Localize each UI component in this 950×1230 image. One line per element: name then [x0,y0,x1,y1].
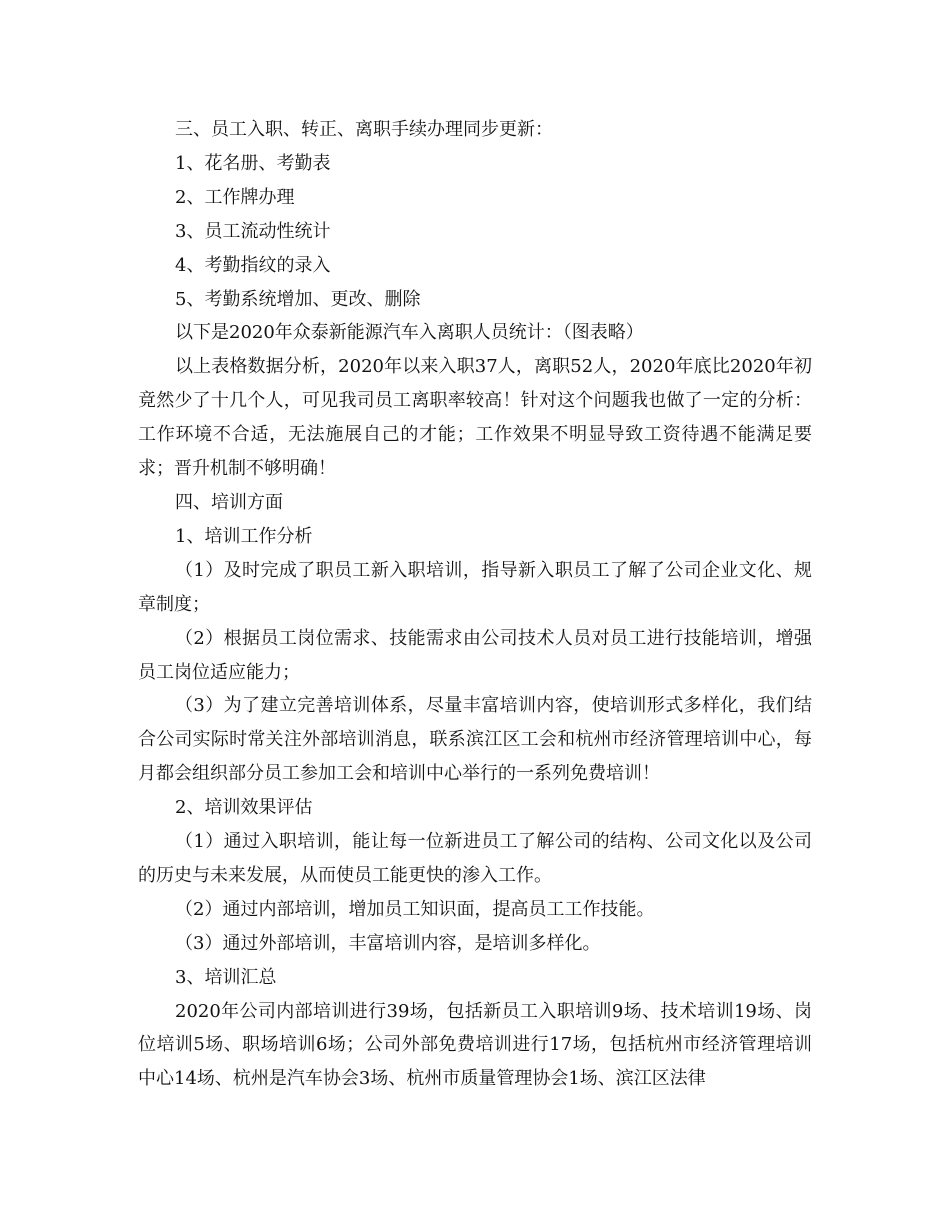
list-item: 1、花名册、考勤表 [175,152,331,174]
body-paragraph: （2）通过内部培训，增加员工知识面，提高员工工作技能。 [175,898,655,920]
body-paragraph: （3）为了建立完善培训体系，尽量丰富培训内容，使培训形式多样化，我们结合公司实际时常关注外部培训消息，联系滨江区工会和杭州市经济管理培训中心，每月都会组织部分员工参加工会和培训中心举行的一系列免费培训！ [138,695,812,785]
list-item: 4、考勤指纹的录入 [175,254,331,276]
subsection-heading: 2、培训效果评估 [175,797,313,819]
subsection-heading: 3、培训汇总 [175,966,277,988]
statistics-intro: 以下是2020年众泰新能源汽车入离职人员统计：（图表略） [175,322,644,344]
subsection-heading: 1、培训工作分析 [175,525,313,547]
list-item: 3、员工流动性统计 [175,220,331,242]
body-paragraph: 2020年公司内部培训进行39场，包括新员工入职培训9场、技术培训19场、岗位培训5场、职场培训6场；公司外部免费培训进行17场，包括杭州市经济管理培训中心14场、杭州是汽车协会3场、杭州市质量管理协会1场、滨江区法律 [138,1000,812,1090]
document-body [138,113,812,1096]
list-item: 5、考勤系统增加、更改、删除 [175,288,421,310]
body-paragraph: （1）及时完成了职员工新入职培训，指导新入职员工了解了公司企业文化、规章制度； [138,559,812,615]
section-heading-training: 四、培训方面 [175,491,283,513]
body-paragraph: （1）通过入职培训，能让每一位新进员工了解公司的结构、公司文化以及公司的历史与未来发展，从而使员工能更快的渗入工作。 [138,831,812,886]
body-paragraph: （2）根据员工岗位需求、技能需求由公司技术人员对员工进行技能培训，增强员工岗位适应能力； [138,627,812,683]
body-paragraph: （3）通过外部培训，丰富培训内容，是培训多样化。 [175,932,601,954]
turnover-analysis-paragraph: 以上表格数据分析，2020年以来入职37人，离职52人，2020年底比2020年初竟然少了十几个人，可见我司员工离职率较高！针对这个问题我也做了一定的分析：工作环境不合适，无法施展自己的才能；工作效果不明显导致工资待遇不能满足要求；晋升机制不够明确！ [138,356,812,480]
list-item: 2、工作牌办理 [175,186,295,208]
section-heading-onboarding: 三、员工入职、转正、离职手续办理同步更新： [175,119,553,140]
